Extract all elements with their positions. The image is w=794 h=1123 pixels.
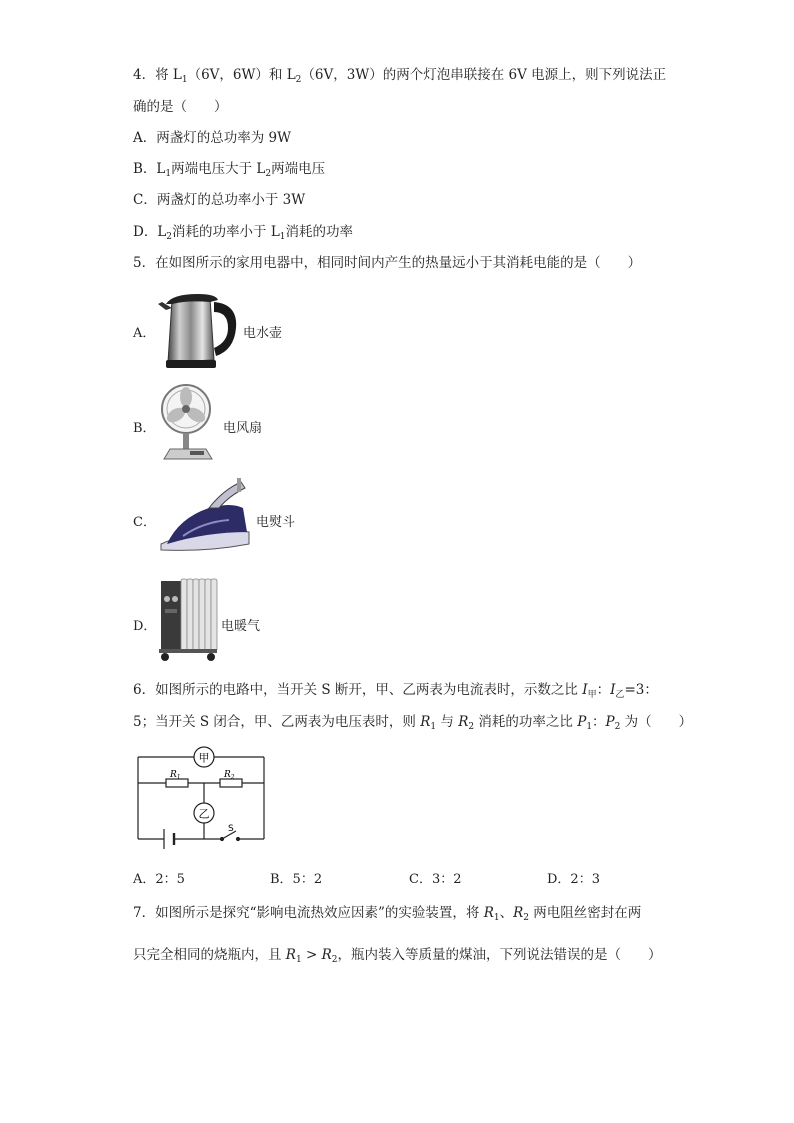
q6-answer-c: C．3：2	[409, 872, 462, 887]
q5-option-c-label: C．	[133, 515, 156, 530]
q5-option-b-name: 电风扇	[223, 421, 263, 436]
q6-answer-d: D．2：3	[547, 872, 600, 887]
q5-option-a-name: 电水壶	[243, 326, 283, 341]
q6-answer-a: A．2：5	[133, 872, 185, 887]
q5-option-b-label: B．	[133, 421, 156, 436]
q4-option-d: D．$L_2$消耗的功率小于 $L_1$消耗的功率	[133, 224, 354, 242]
q7-stem-line2: 只完全相同的烧瓶内，且 $R_1 > R_2$，瓶内装入等质量的煤油，下列说法错误的是（ ）	[133, 947, 662, 965]
q6-stem-line1: 6．如图所示的电路中，当开关 S 断开，甲、乙两表为电流表时，示数之比 $I_甲$：$I_乙=3$：	[133, 682, 658, 700]
kettle-icon	[158, 290, 242, 370]
q4-stem-line1: 4．将 $L_1(6V$，6W）和 $L_2(6V$，3W）的两个灯泡串联接在 6V 电源上，则下列说法正	[133, 67, 667, 85]
q4-stem-line2: 确的是（ ）	[133, 99, 228, 115]
circuit-diagram	[130, 745, 270, 855]
q4-option-b: B．$L_1$两端电压大于 $L_2$两端电压	[133, 161, 326, 179]
fan-icon	[156, 383, 220, 463]
battery-icon	[164, 829, 174, 849]
q5-option-c-name: 电熨斗	[256, 515, 296, 530]
iron-icon	[157, 478, 253, 556]
meter-jia-label: 甲	[198, 751, 210, 765]
q4-option-c: C．两盏灯的总功率小于 3W	[133, 192, 306, 208]
q5-option-d-label: D．	[133, 619, 157, 634]
resistor-r1-label: $R_1$	[170, 770, 181, 781]
q6-answer-b: B．5：2	[270, 872, 323, 887]
q5-stem: 5．在如图所示的家用电器中，相同时间内产生的热量远小于其消耗电能的是（ ）	[133, 255, 642, 271]
switch-label: S	[228, 824, 234, 834]
q6-stem-line2: 5；当开关 S 闭合，甲、乙两表为电压表时，则 $R_1$ 与 $R_2$ 消耗的功率之比 $P_1$：$P_2$ 为（ ）	[133, 714, 693, 732]
q5-option-d-name: 电暖气	[221, 619, 261, 634]
heater-icon	[157, 577, 219, 663]
q4-option-a: A．两盏灯的总功率为 9W	[133, 130, 292, 146]
meter-yi-label: 乙	[198, 807, 210, 821]
q7-stem-line1: 7．如图所示是探究“影响电流热效应因素”的实验装置，将 $R_1$、$R_2$ 两电阻丝密封在两	[133, 905, 642, 923]
q5-option-a-label: A．	[133, 326, 156, 341]
resistor-r2-label: $R_2$	[224, 770, 235, 781]
